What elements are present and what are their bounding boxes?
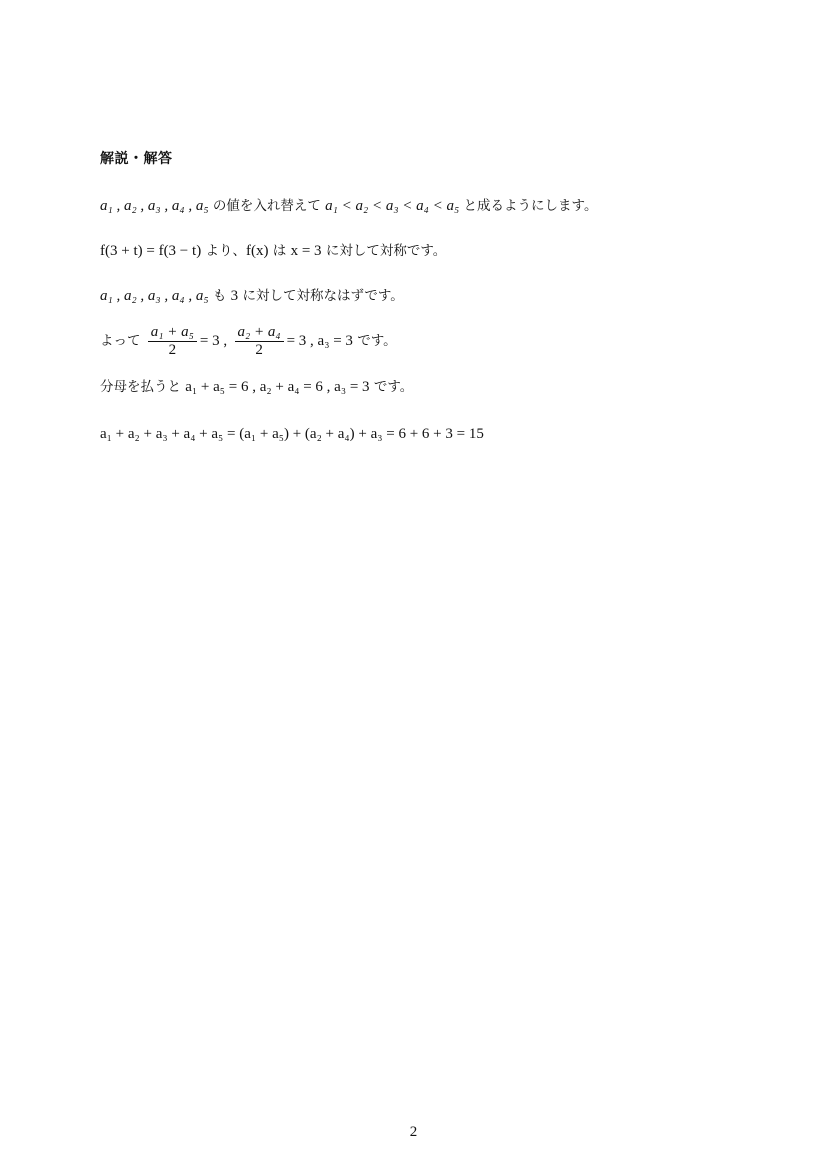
fraction-denominator: 2	[168, 341, 177, 358]
math-functional-equation: f(3 + t) = f(3 − t)	[100, 243, 202, 259]
explanation-line-3	[100, 286, 404, 306]
explanation-line-4	[100, 322, 397, 360]
explanation-line-1	[100, 196, 597, 216]
text: よって	[100, 333, 145, 349]
text: に対して対称です。	[321, 243, 447, 259]
math-axis: x = 3	[290, 243, 322, 259]
fraction-numerator: a₁ + a₅	[148, 324, 197, 342]
explanation-line-5	[100, 377, 413, 397]
text: も	[208, 288, 231, 304]
math-number: 3	[230, 288, 239, 304]
text: です。	[352, 333, 397, 349]
math-equals: = 3 , a₃ = 3	[286, 333, 353, 349]
section-heading: 解説・解答	[100, 151, 173, 167]
text: です。	[369, 379, 414, 395]
text: は	[268, 243, 291, 259]
text: の値を入れ替えて	[208, 198, 326, 214]
math-equals: = 3 ,	[199, 333, 228, 349]
math-sequence: a₁ , a₂ , a₃ , a₄ , a₅	[100, 198, 209, 214]
math-fx: f(x)	[245, 243, 269, 259]
page-number: 2	[409, 1124, 418, 1140]
text: と成るようにします。	[459, 198, 598, 214]
text: に対して対称なはずです。	[238, 288, 404, 304]
math-inequality: a₁ < a₂ < a₃ < a₄ < a₅	[325, 198, 460, 214]
text: 分母を払うと	[100, 379, 186, 395]
fraction-1	[148, 324, 197, 359]
text: より、	[201, 243, 246, 259]
fraction-numerator: a₂ + a₄	[235, 324, 284, 342]
math-equations: a₁ + a₅ = 6 , a₂ + a₄ = 6 , a₃ = 3	[185, 379, 370, 395]
explanation-line-2	[100, 241, 446, 261]
fraction-denominator: 2	[255, 341, 263, 358]
math-final-sum: a₁ + a₂ + a₃ + a₄ + a₅ = (a₁ + a₅) + (a₂ + a₄) + a₃ = 6 + 6 + 3 = 15	[100, 426, 484, 442]
math-sequence: a₁ , a₂ , a₃ , a₄ , a₅	[100, 288, 209, 304]
explanation-line-6	[100, 424, 484, 444]
fraction-2	[235, 324, 284, 359]
